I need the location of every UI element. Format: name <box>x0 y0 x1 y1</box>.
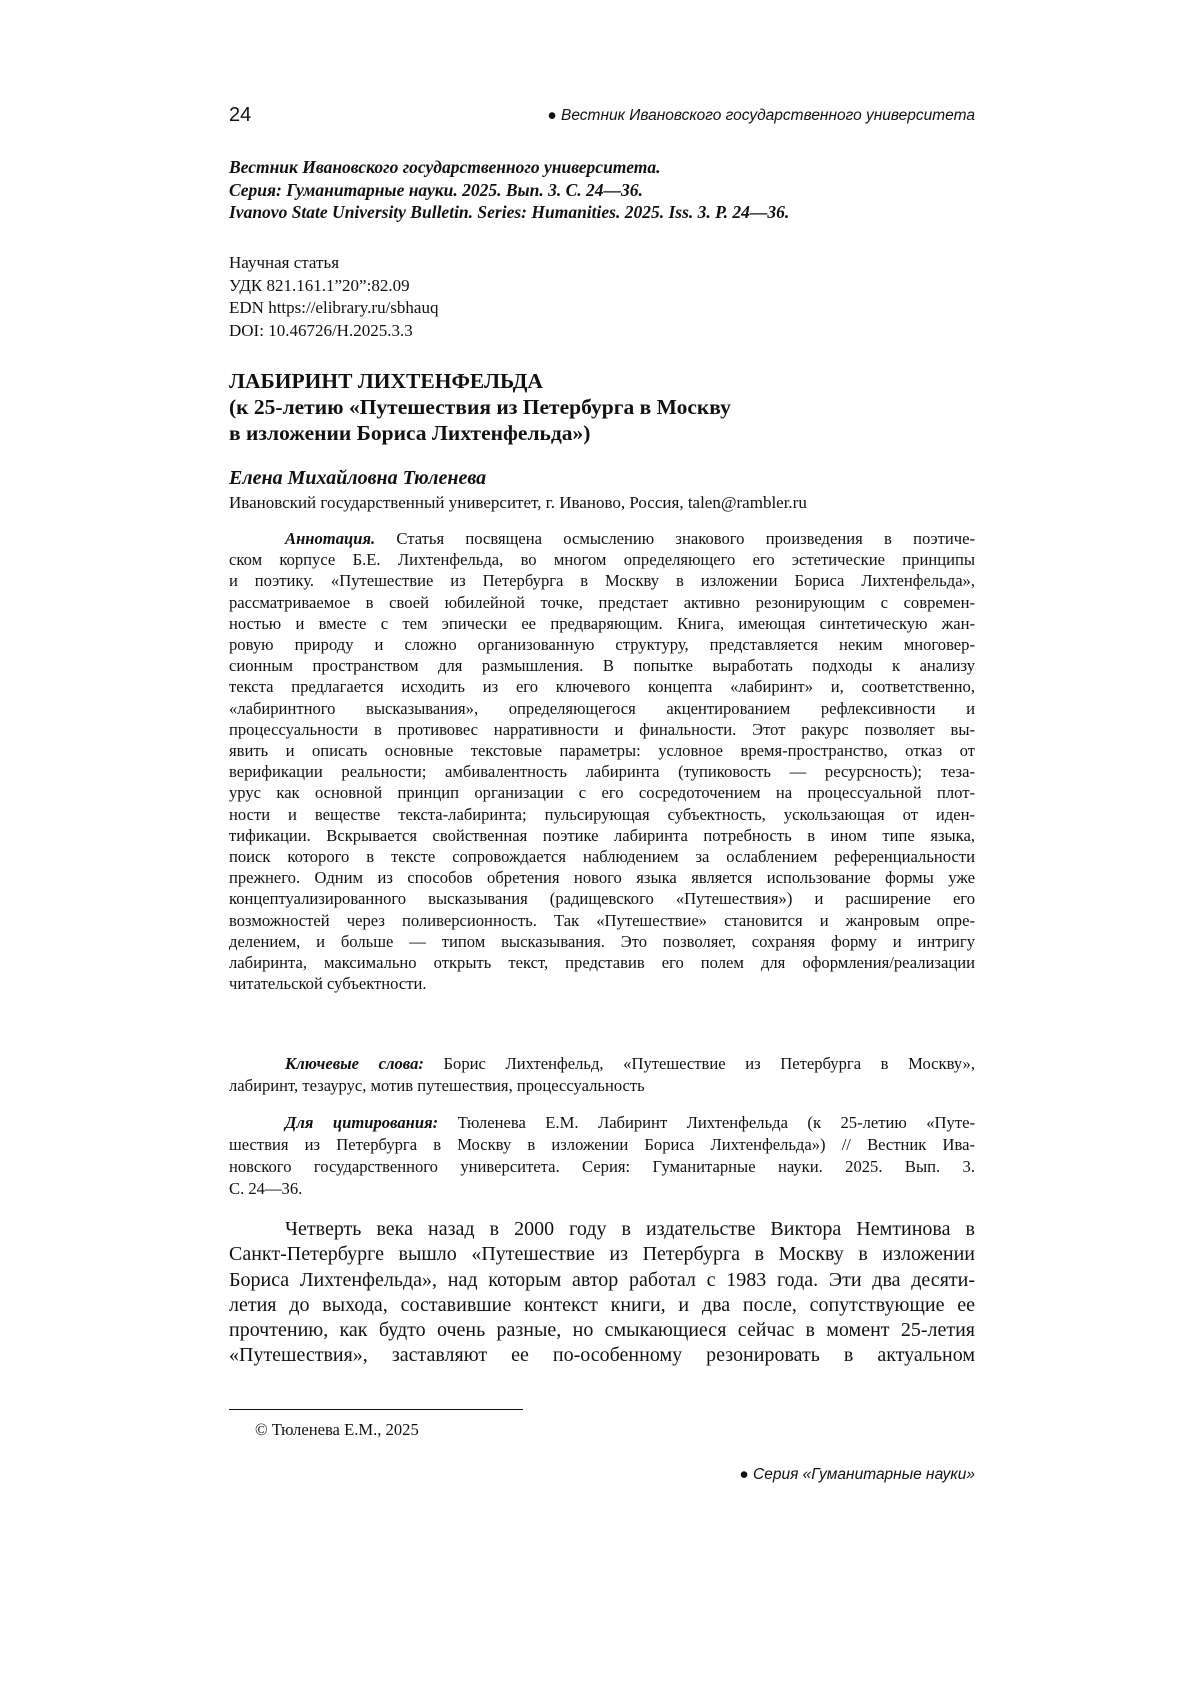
doi: DOI: 10.46726/H.2025.3.3 <box>229 320 438 343</box>
body-paragraph <box>229 1217 975 1369</box>
body-line: летия до выхода, составившие контекст книги, и два после, сопутствующие ее <box>229 1293 975 1318</box>
citation-line: С. 24—36. <box>229 1178 975 1200</box>
abstract-line: тификации. Вскрывается свойственная поэтике лабиринта потребность в ином типе языка, <box>229 825 975 846</box>
keywords <box>229 1053 975 1097</box>
keywords-line: лабиринт, тезаурус, мотив путешествия, процессуальность <box>229 1075 975 1097</box>
citation-line: Для цитирования: Тюленева Е.М. Лабиринт Лихтенфельда (к 25-летию «Путе- <box>229 1112 975 1134</box>
body-line: прочтению, как будто очень разные, но смыкающиеся сейчас в момент 25-летия <box>229 1318 975 1343</box>
abstract-line: и поэтику. «Путешествие из Петербурга в Москву в изложении Бориса Лихтенфельда», <box>229 570 975 591</box>
body-line: Четверть века назад в 2000 году в издательстве Виктора Немтинова в <box>229 1217 975 1242</box>
citation-label: Для цитирования: <box>285 1113 438 1132</box>
footnote-divider <box>229 1409 523 1410</box>
citation-header-line: Серия: Гуманитарные науки. 2025. Вып. 3. С. 24—36. <box>229 179 975 202</box>
title-line: (к 25-летию «Путешествия из Петербурга в Москву <box>229 394 731 420</box>
abstract <box>229 528 975 994</box>
abstract-line: лабиринта, максимально открыть текст, представив его полем для оформления/реализации <box>229 952 975 973</box>
body-line: Санкт-Петербурге вышло «Путешествие из Петербурга в Москву в изложении <box>229 1242 975 1267</box>
page-header <box>229 104 975 130</box>
title-line: в изложении Бориса Лихтенфельда») <box>229 420 731 446</box>
running-title: ● Вестник Ивановского государственного университета <box>547 107 975 125</box>
abstract-line: поиск которого в тексте сопровождается наблюдением за ослаблением референциальности <box>229 846 975 867</box>
abstract-line: процессуальности в противовес нарративности и финальности. Этот ракурс позволяет вы- <box>229 719 975 740</box>
copyright-footnote: © Тюленева Е.М., 2025 <box>255 1420 419 1440</box>
page-number: 24 <box>229 104 251 127</box>
citation-header-line: Вестник Ивановского государственного университета. <box>229 156 975 179</box>
abstract-line: концептуализированного высказывания (радищевского «Путешествия») и расширение его <box>229 888 975 909</box>
body-line: Бориса Лихтенфельда», над которым автор работал с 1983 года. Эти два десяти- <box>229 1268 975 1293</box>
abstract-line: Аннотация. Статья посвящена осмыслению знакового произведения в поэтиче- <box>229 528 975 549</box>
udk-code: УДК 821.161.1”20”:82.09 <box>229 275 438 298</box>
abstract-line: сионным пространством для размышления. В попытке выработать подходы к анализу <box>229 655 975 676</box>
citation-line: новского государственного университета. Серия: Гуманитарные науки. 2025. Вып. 3. <box>229 1156 975 1178</box>
keywords-label: Ключевые слова: <box>285 1054 424 1073</box>
edn-link: EDN https://elibrary.ru/sbhauq <box>229 297 438 320</box>
abstract-line: текста предлагается исходить из его ключевого концепта «лабиринт» и, соответственно, <box>229 676 975 697</box>
abstract-label: Аннотация. <box>285 529 375 548</box>
abstract-line: ском корпусе Б.Е. Лихтенфельда, во многом определяющего его эстетические принципы <box>229 549 975 570</box>
abstract-line: читательской субъектности. <box>229 973 975 994</box>
abstract-line: делением, и больше — типом высказывания. Это позволяет, сохраняя форму и интригу <box>229 931 975 952</box>
abstract-line: прежнего. Одним из способов обретения нового языка является использование формы уже <box>229 867 975 888</box>
article-page <box>229 0 975 1697</box>
citation-line: шествия из Петербурга в Москву в изложении Бориса Лихтенфельда») // Вестник Ива- <box>229 1134 975 1156</box>
article-meta <box>229 252 438 342</box>
abstract-line: урус как основной принцип организации с его сосредоточением на процессуальной плот- <box>229 782 975 803</box>
title-line: ЛАБИРИНТ ЛИХТЕНФЕЛЬДА <box>229 368 731 394</box>
series-footer: ● Серия «Гуманитарные науки» <box>739 1466 975 1484</box>
citation-block <box>229 1112 975 1200</box>
keywords-line: Ключевые слова: Борис Лихтенфельд, «Путешествие из Петербурга в Москву», <box>229 1053 975 1075</box>
abstract-line: рассматриваемое в своей юбилейной точке, предстает активно резонирующим с современ- <box>229 592 975 613</box>
article-type: Научная статья <box>229 252 438 275</box>
abstract-line: возможностей через поливерсионность. Так «Путешествие» становится и жанровым опре- <box>229 910 975 931</box>
abstract-line: верификации реальности; амбивалентность лабиринта (тупиковость — ресурсность); теза- <box>229 761 975 782</box>
abstract-line: ности и веществе текста-лабиринта; пульсирующая субъектность, ускользающая от иден- <box>229 804 975 825</box>
journal-citation-header <box>229 156 975 224</box>
body-line: «Путешествия», заставляют ее по-особенному резонировать в актуальном <box>229 1343 975 1368</box>
abstract-line: ностью и вместе с тем эпически ее предваряющим. Книга, имеющая синтетическую жан- <box>229 613 975 634</box>
abstract-line: явить и описать основные текстовые параметры: условное время-пространство, отказ от <box>229 740 975 761</box>
abstract-line: ровую природу и сложно организованную структуру, представляется неким многовер- <box>229 634 975 655</box>
abstract-line: «лабиринтного высказывания», определяющегося акцентированием рефлексивности и <box>229 698 975 719</box>
article-title <box>229 368 731 446</box>
author-name: Елена Михайловна Тюленева <box>229 467 486 490</box>
author-affiliation: Ивановский государственный университет, г. Иваново, Россия, talen@rambler.ru <box>229 493 807 513</box>
citation-header-line: Ivanovo State University Bulletin. Series: Humanities. 2025. Iss. 3. P. 24—36. <box>229 201 975 224</box>
